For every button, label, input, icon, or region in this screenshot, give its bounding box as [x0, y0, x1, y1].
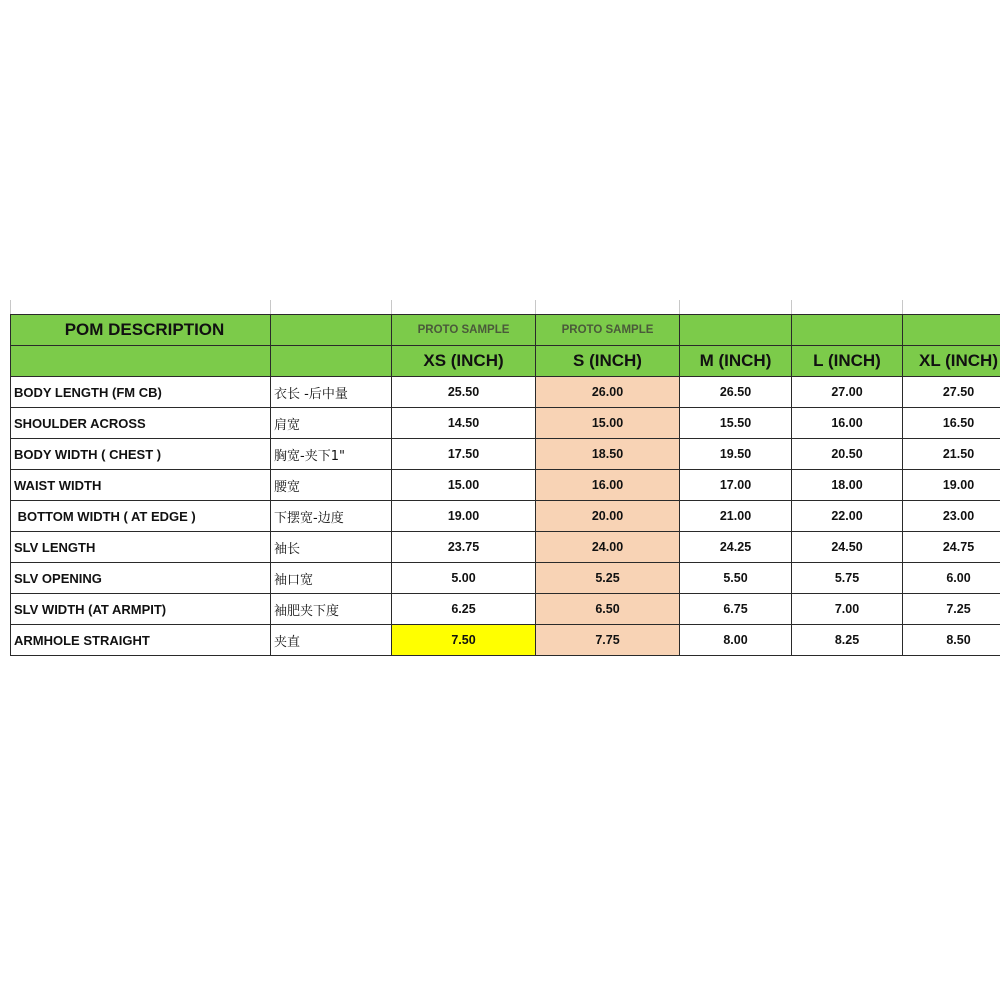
- value-cell-m: 8.00: [680, 625, 792, 656]
- value-cell-xs: 6.25: [392, 594, 536, 625]
- value-cell-l: 27.00: [792, 377, 903, 408]
- value-cell-l: 8.25: [792, 625, 903, 656]
- table-row: [11, 563, 1000, 594]
- table-row: [11, 532, 1000, 563]
- value-cell-m: 15.50: [680, 408, 792, 439]
- value-cell-m: 17.00: [680, 470, 792, 501]
- value-cell-s: 16.00: [536, 470, 680, 501]
- header-cell-blank: [271, 315, 392, 346]
- header-row-2: [11, 346, 1000, 377]
- table-row: [11, 501, 1000, 532]
- value-cell-m: 19.50: [680, 439, 792, 470]
- value-cell-l: 20.50: [792, 439, 903, 470]
- pom-description-cell: BODY WIDTH ( CHEST ): [11, 439, 271, 470]
- size-header-xl: XL (INCH): [903, 346, 1000, 377]
- header-cell-blank: [271, 346, 392, 377]
- value-cell-l: 7.00: [792, 594, 903, 625]
- value-cell-xl: 8.50: [903, 625, 1000, 656]
- value-cell-s: 24.00: [536, 532, 680, 563]
- value-cell-xs: 14.50: [392, 408, 536, 439]
- value-cell-m: 24.25: [680, 532, 792, 563]
- value-cell-xl: 6.00: [903, 563, 1000, 594]
- pom-description-cell: ARMHOLE STRAIGHT: [11, 625, 271, 656]
- pom-description-cell: BOTTOM WIDTH ( AT EDGE ): [11, 501, 271, 532]
- value-cell-xs: 7.50: [392, 625, 536, 656]
- value-cell-xl: 16.50: [903, 408, 1000, 439]
- chinese-description-cell: 衣长 -后中量: [271, 377, 392, 408]
- value-cell-l: 16.00: [792, 408, 903, 439]
- header-cell-blank: [11, 346, 271, 377]
- value-cell-xs: 15.00: [392, 470, 536, 501]
- value-cell-l: 5.75: [792, 563, 903, 594]
- chinese-description-cell: 袖口宽: [271, 563, 392, 594]
- header-row-1: [11, 315, 1000, 346]
- value-cell-xs: 25.50: [392, 377, 536, 408]
- proto-sample-label-xs: PROTO SAMPLE: [392, 315, 536, 346]
- value-cell-xl: 24.75: [903, 532, 1000, 563]
- value-cell-l: 22.00: [792, 501, 903, 532]
- value-cell-xl: 21.50: [903, 439, 1000, 470]
- value-cell-xl: 27.50: [903, 377, 1000, 408]
- chinese-description-cell: 胸宽-夹下1": [271, 439, 392, 470]
- value-cell-s: 5.25: [536, 563, 680, 594]
- value-cell-xs: 17.50: [392, 439, 536, 470]
- table-row: [11, 377, 1000, 408]
- gridline-strip: [10, 300, 1000, 314]
- value-cell-xl: 7.25: [903, 594, 1000, 625]
- proto-sample-label-s: PROTO SAMPLE: [536, 315, 680, 346]
- pom-description-cell: WAIST WIDTH: [11, 470, 271, 501]
- table-row: [11, 594, 1000, 625]
- table-row: [11, 625, 1000, 656]
- value-cell-m: 5.50: [680, 563, 792, 594]
- size-header-s: S (INCH): [536, 346, 680, 377]
- pom-description-cell: SLV OPENING: [11, 563, 271, 594]
- chinese-description-cell: 肩宽: [271, 408, 392, 439]
- value-cell-s: 15.00: [536, 408, 680, 439]
- value-cell-s: 20.00: [536, 501, 680, 532]
- pom-description-cell: SLV LENGTH: [11, 532, 271, 563]
- chinese-description-cell: 袖肥夹下度: [271, 594, 392, 625]
- value-cell-s: 26.00: [536, 377, 680, 408]
- size-header-l: L (INCH): [792, 346, 903, 377]
- value-cell-xs: 23.75: [392, 532, 536, 563]
- header-cell-blank: [680, 315, 792, 346]
- size-header-m: M (INCH): [680, 346, 792, 377]
- value-cell-xs: 19.00: [392, 501, 536, 532]
- pom-description-header: POM DESCRIPTION: [11, 315, 271, 346]
- value-cell-l: 24.50: [792, 532, 903, 563]
- value-cell-s: 7.75: [536, 625, 680, 656]
- table-row: [11, 470, 1000, 501]
- measurement-table: [10, 314, 1000, 656]
- pom-description-cell: BODY LENGTH (FM CB): [11, 377, 271, 408]
- chinese-description-cell: 夹直: [271, 625, 392, 656]
- table-row: [11, 439, 1000, 470]
- value-cell-xl: 19.00: [903, 470, 1000, 501]
- chinese-description-cell: 袖长: [271, 532, 392, 563]
- header-cell-blank: [792, 315, 903, 346]
- size-header-xs: XS (INCH): [392, 346, 536, 377]
- chinese-description-cell: 下摆宽-边度: [271, 501, 392, 532]
- value-cell-xl: 23.00: [903, 501, 1000, 532]
- value-cell-l: 18.00: [792, 470, 903, 501]
- value-cell-s: 6.50: [536, 594, 680, 625]
- value-cell-m: 6.75: [680, 594, 792, 625]
- value-cell-s: 18.50: [536, 439, 680, 470]
- pom-description-cell: SHOULDER ACROSS: [11, 408, 271, 439]
- value-cell-m: 21.00: [680, 501, 792, 532]
- table-row: [11, 408, 1000, 439]
- chinese-description-cell: 腰宽: [271, 470, 392, 501]
- pom-description-cell: SLV WIDTH (AT ARMPIT): [11, 594, 271, 625]
- value-cell-xs: 5.00: [392, 563, 536, 594]
- header-cell-blank: [903, 315, 1000, 346]
- value-cell-m: 26.50: [680, 377, 792, 408]
